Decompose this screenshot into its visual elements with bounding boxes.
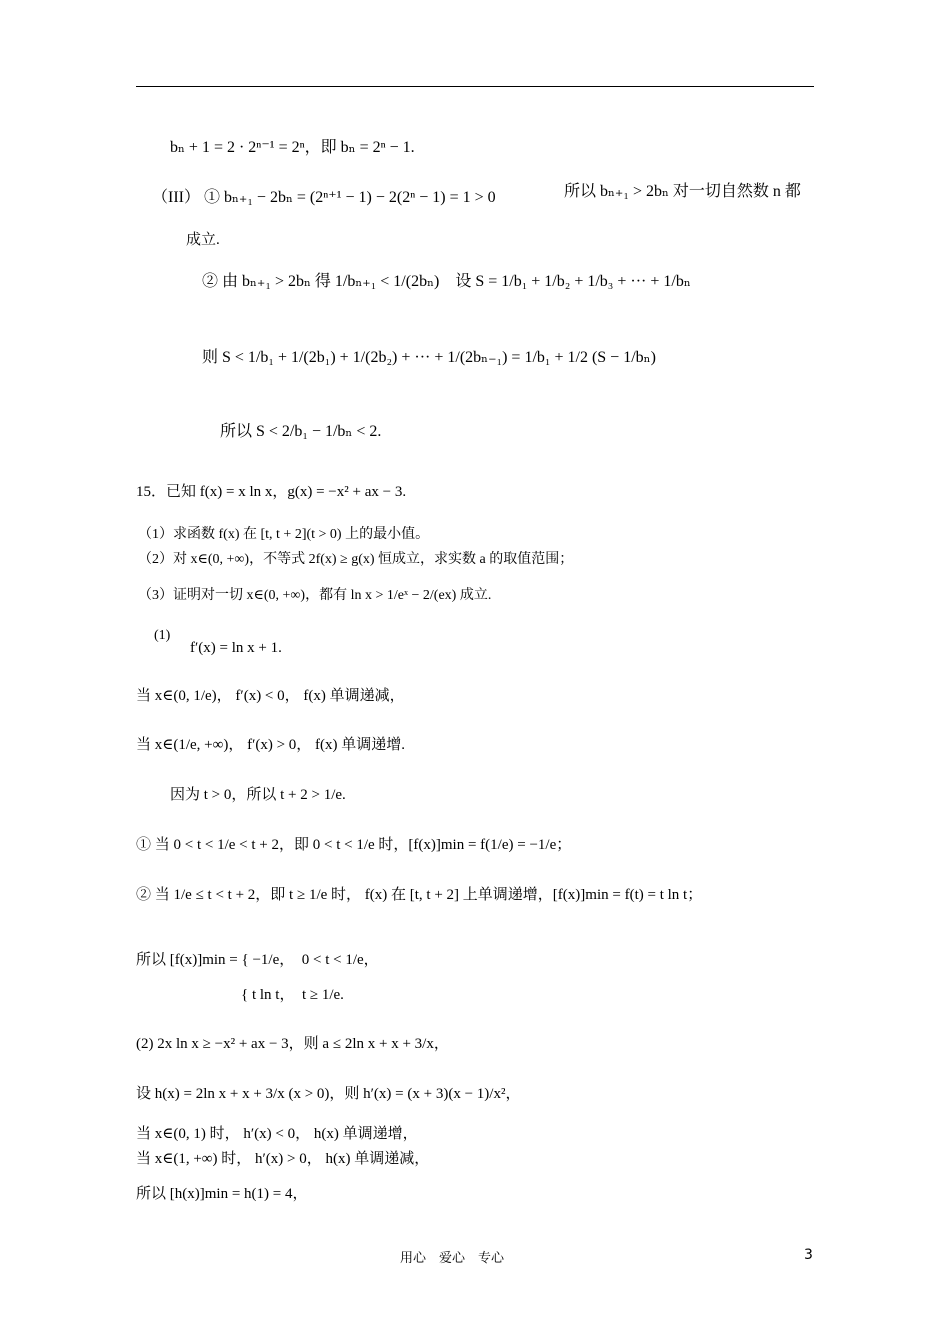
page-number: 3 (804, 1247, 813, 1263)
text-line: 所以 [f(x)]min = { −1/e， 0 < t < 1/e， (136, 952, 379, 968)
text-line: 当 x∈(0, 1) 时， h′(x) < 0， h(x) 单调递增， (136, 1126, 418, 1142)
text-line: 所以 S < 2/b₁ − 1/bₙ < 2. (220, 423, 382, 440)
text-line: (1) (154, 628, 171, 643)
text-line: bₙ + 1 = 2 · 2ⁿ⁻¹ = 2ⁿ，即 bₙ = 2ⁿ − 1. (170, 139, 415, 156)
text-line: 成立. (186, 232, 220, 248)
text-line: 15．已知 f(x) = x ln x，g(x) = −x² + ax − 3. (136, 484, 407, 500)
text-line: ② 当 1/e ≤ t < t + 2，即 t ≥ 1/e 时， f(x) 在 [t, t + 2] 上单调递增，[f(x)]min = f(t) = t ln t； (136, 887, 703, 903)
text-line: 因为 t > 0，所以 t + 2 > 1/e. (170, 787, 346, 803)
text-line: 当 x∈(1/e, +∞)， f′(x) > 0， f(x) 单调递增. (136, 737, 406, 753)
page-footer: 用心 爱心 专心 (400, 1251, 505, 1266)
text-line: （1）求函数 f(x) 在 [t, t + 2](t > 0) 上的最小值。 (138, 527, 430, 542)
text-line: 设 h(x) = 2ln x + x + 3/x (x > 0)，则 h′(x) = (x + 3)(x − 1)/x²， (136, 1086, 521, 1102)
text-line: ② 由 bₙ₊₁ > 2bₙ 得 1/bₙ₊₁ < 1/(2bₙ) 设 S = 1/b₁ + 1/b₂ + 1/b₃ + ··· + 1/bₙ (202, 273, 691, 290)
text-line: （2）对 x∈(0, +∞)，不等式 2f(x) ≥ g(x) 恒成立，求实数 a 的取值范围； (138, 552, 574, 567)
text-line: （3）证明对一切 x∈(0, +∞)，都有 ln x > 1/eˣ − 2/(ex) 成立. (138, 588, 492, 603)
text-line: 所以 bₙ₊₁ > 2bₙ 对一切自然数 n 都 (564, 183, 801, 200)
text-line: { t ln t， t ≥ 1/e. (136, 987, 344, 1003)
text-line: ① 当 0 < t < 1/e < t + 2，即 0 < t < 1/e 时，[f(x)]min = f(1/e) = −1/e； (136, 837, 572, 853)
header-rule (136, 86, 814, 87)
text-line: 当 x∈(0, 1/e)， f′(x) < 0， f(x) 单调递减， (136, 688, 405, 704)
text-line: （III） ① bₙ₊₁ − 2bₙ = (2ⁿ⁺¹ − 1) − 2(2ⁿ − 1) = 1 > 0 (152, 189, 496, 206)
text-line: (2) 2x ln x ≥ −x² + ax − 3，则 a ≤ 2ln x + x + 3/x， (136, 1036, 449, 1052)
text-line: 则 S < 1/b₁ + 1/(2b₁) + 1/(2b₂) + ··· + 1/(2bₙ₋₁) = 1/b₁ + 1/2 (S − 1/bₙ) (202, 349, 656, 366)
text-line: 所以 [h(x)]min = h(1) = 4， (136, 1186, 308, 1202)
text-line: f′(x) = ln x + 1. (190, 640, 282, 656)
text-line: 当 x∈(1, +∞) 时， h′(x) > 0， h(x) 单调递减， (136, 1151, 430, 1167)
